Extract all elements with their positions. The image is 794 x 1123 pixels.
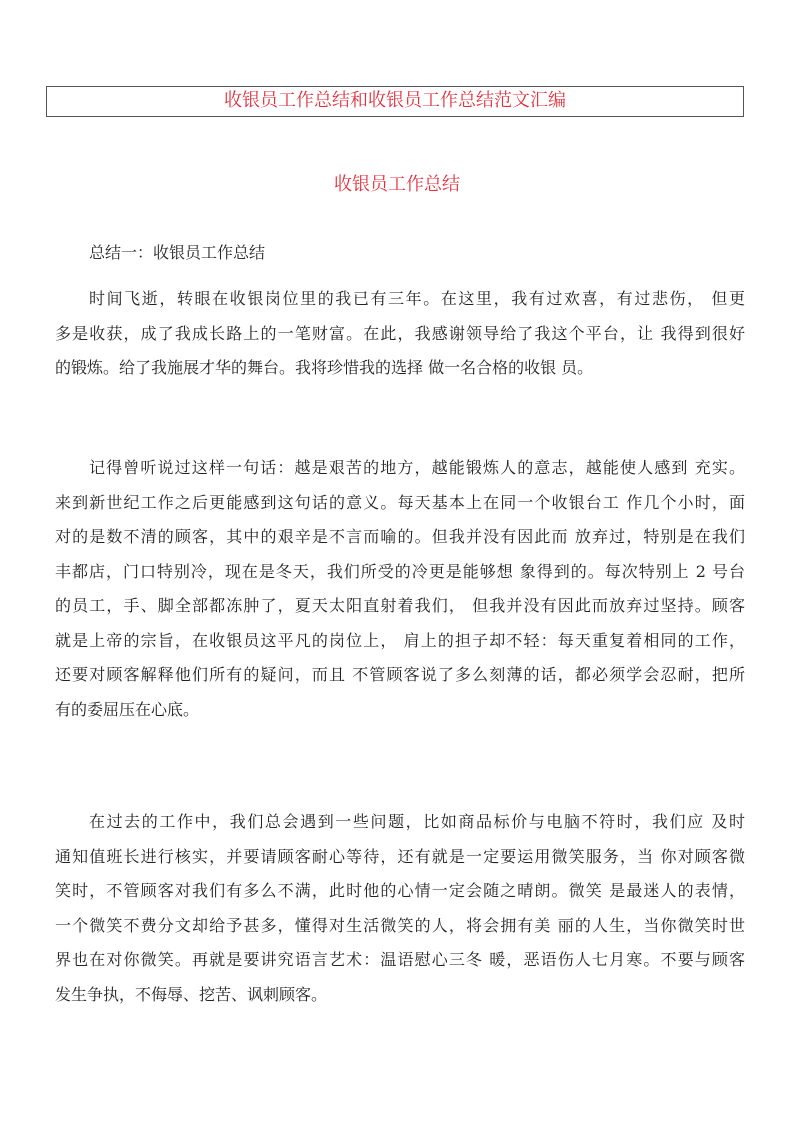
paragraph-line: 界也在对你微笑。再就是要讲究语言艺术：温语慰心三冬 暖，恶语伤人七月寒。不要与顾客 xyxy=(55,950,745,969)
paragraph-line: 还要对顾客解释他们所有的疑问，而且 不管顾客说了多么刻薄的话，都必须学会忍耐，把所 xyxy=(55,665,745,684)
document-title: 收银员工作总结和收银员工作总结范文汇编 xyxy=(46,86,744,117)
paragraph-line: 有的委屈压在心底。 xyxy=(55,699,200,719)
paragraph-2 xyxy=(55,451,745,727)
paragraph-line: 来到新世纪工作之后更能感到这句话的意义。每天基本上在同一个收银台工 作几个小时，面 xyxy=(55,492,745,512)
paragraph-line: 对的是数不清的顾客，其中的艰辛是不言而喻的。但我并没有因此而 放弃过，特别是在我们 xyxy=(55,527,745,546)
paragraph-line: 时间飞逝，转眼在收银岗位里的我已有三年。在这里，我有过欢喜，有过悲伤， 但更 xyxy=(89,289,745,308)
paragraph-line: 的锻炼。给了我施展才华的舞台。我将珍惜我的选择 做一名合格的收银 员。 xyxy=(55,358,594,377)
paragraph-line: 在过去的工作中，我们总会遇到一些问题，比如商品标价与电脑不符时，我们应 及时 xyxy=(89,812,745,831)
paragraph-line: 丰都店，门口特别冷，现在是冬天，我们所受的冷更是能够想 象得到的。每次特别上 2 号台 xyxy=(55,561,745,581)
section-heading: 总结一：收银员工作总结 xyxy=(89,243,266,262)
paragraph-line: 发生争执，不侮辱、挖苦、讽刺顾客。 xyxy=(55,984,328,1004)
paragraph-line: 的员工，手、脚全部都冻肿了，夏天太阳直射着我们， 但我并没有因此而放弃过坚持。顾客 xyxy=(55,596,745,615)
paragraph-1 xyxy=(55,282,745,386)
section-title: 收银员工作总结 xyxy=(334,174,460,195)
paragraph-line: 笑时，不管顾客对我们有多么不满，此时他的心情一定会随之晴朗。微笑 是最迷人的表情， xyxy=(55,881,745,900)
paragraph-line: 记得曾听说过这样一句话：越是艰苦的地方，越能锻炼人的意志，越能使人感到 充实。 xyxy=(89,458,745,477)
paragraph-line: 多是收获，成了我成长路上的一笔财富。在此，我感谢领导给了我这个平台，让 我得到很好 xyxy=(55,323,745,343)
paragraph-3 xyxy=(55,805,745,1012)
paragraph-line: 通知值班长进行核实，并要请顾客耐心等待，还有就是一定要运用微笑服务，当 你对顾客微 xyxy=(55,846,745,866)
paragraph-line: 一个微笑不费分文却给予甚多，懂得对生活微笑的人，将会拥有美 丽的人生，当你微笑时世 xyxy=(55,915,745,935)
paragraph-line: 就是上帝的宗旨，在收银员这平凡的岗位上， 肩上的担子却不轻：每天重复着相同的工作， xyxy=(55,630,745,650)
